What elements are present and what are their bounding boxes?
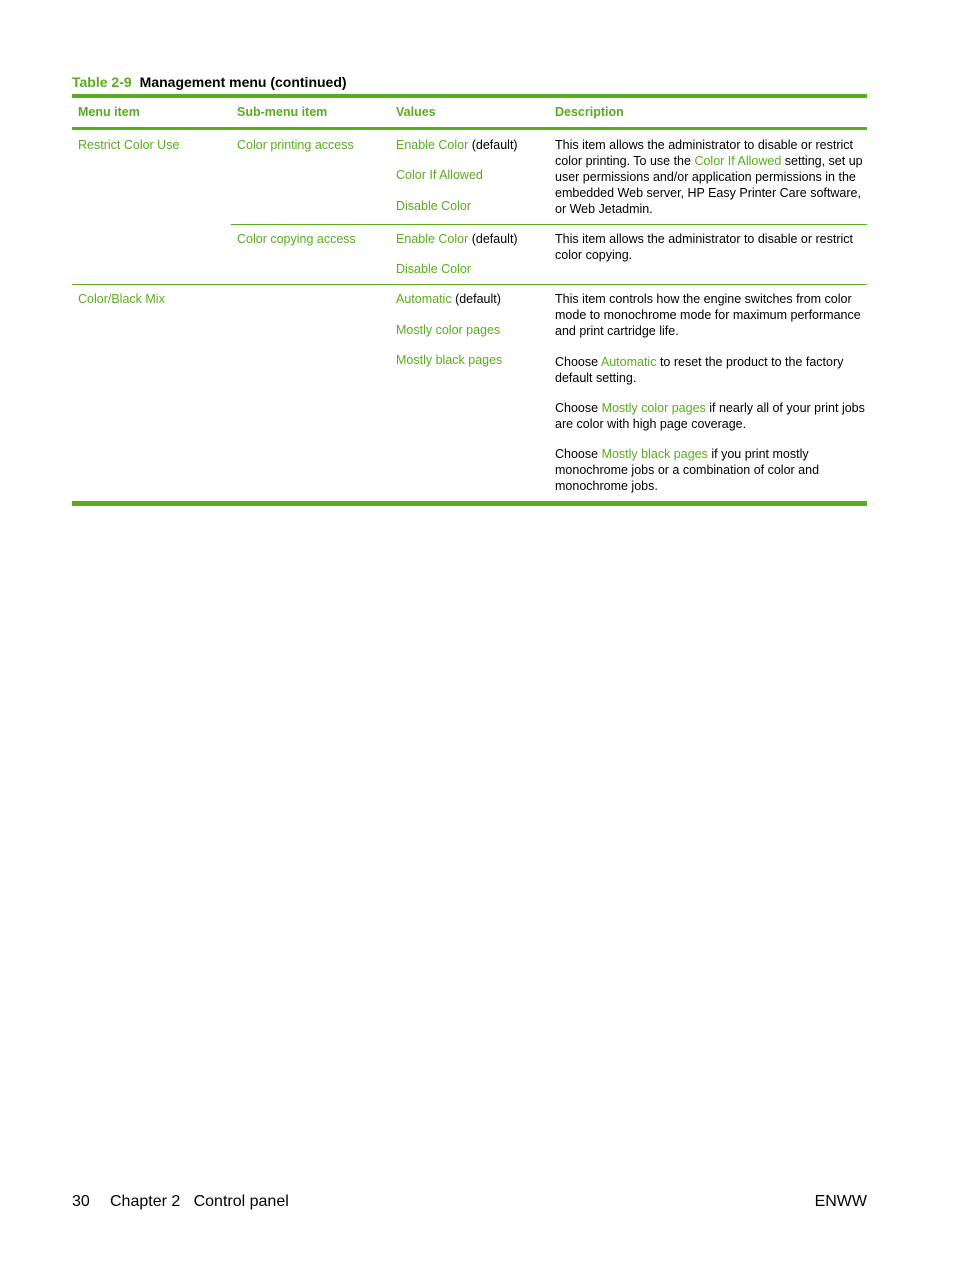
value-link: Enable Color — [396, 138, 469, 152]
header-submenu-item: Sub-menu item — [237, 105, 328, 119]
row-divider — [231, 224, 867, 225]
table-title: Management menu (continued) — [139, 74, 347, 90]
description-color-printing — [555, 137, 865, 217]
submenu-color-copying-access: Color copying access — [237, 232, 356, 246]
value-automatic — [396, 291, 546, 307]
value-disable-color: Disable Color — [396, 199, 472, 213]
header-description: Description — [555, 105, 624, 119]
description-color-copying: This item allows the administrator to disable or restrict color copying. — [555, 232, 854, 262]
value-mostly-black-pages: Mostly black pages — [396, 353, 503, 367]
description-text: Choose — [555, 401, 602, 415]
description-text: setting, set up user permissions and/or application permissions in the embedded Web server, HP Easy Printer Care software, or Web Jetadmin. — [555, 154, 863, 216]
table-bottom-rule — [72, 501, 867, 506]
description-mostly-color — [555, 400, 865, 432]
row-divider — [72, 284, 867, 285]
table-top-rule — [72, 94, 867, 98]
description-text: Choose — [555, 447, 602, 461]
value-disable-color: Disable Color — [396, 262, 472, 276]
value-enable-color — [396, 231, 546, 247]
value-enable-color — [396, 137, 546, 153]
value-mostly-color-pages: Mostly color pages — [396, 323, 501, 337]
description-text: if you print mostly monochrome jobs or a combination of color and monochrome jobs. — [555, 447, 820, 493]
page-number: 30 — [72, 1193, 90, 1210]
menu-item-restrict-color-use: Restrict Color Use — [78, 138, 180, 152]
description-automatic — [555, 354, 865, 386]
header-values: Values — [396, 105, 436, 119]
description-link: Mostly black pages — [601, 447, 708, 461]
value-color-if-allowed: Color If Allowed — [396, 168, 483, 182]
description-text: This item allows the administrator to disable or restrict color printing. To use the — [555, 138, 854, 168]
chapter-title: Chapter 2 Control panel — [110, 1193, 289, 1210]
value-link: Enable Color — [396, 232, 469, 246]
description-link: Mostly color pages — [601, 401, 706, 415]
value-link: Automatic — [396, 292, 452, 306]
description-text: to reset the product to the factory default setting. — [555, 355, 844, 385]
header-rule — [72, 127, 867, 130]
value-suffix: (default) — [468, 138, 518, 152]
description-text: if nearly all of your print jobs are color with high page coverage. — [555, 401, 865, 431]
value-suffix: (default) — [451, 292, 501, 306]
description-mostly-black — [555, 446, 865, 494]
footer-enww: ENWW — [814, 1193, 867, 1210]
table-number: Table 2-9 — [72, 74, 132, 90]
description-link: Automatic — [600, 355, 657, 369]
submenu-color-printing-access: Color printing access — [237, 138, 354, 152]
description-link: Color If Allowed — [694, 154, 782, 168]
description-text: Choose — [555, 355, 601, 369]
description-color-black-mix: This item controls how the engine switches from color mode to monochrome mode for maximum performance and print cartridge life. — [555, 292, 861, 338]
value-suffix: (default) — [468, 232, 518, 246]
header-menu-item: Menu item — [78, 105, 140, 119]
table-caption — [72, 74, 347, 90]
menu-item-color-black-mix: Color/Black Mix — [78, 292, 165, 306]
